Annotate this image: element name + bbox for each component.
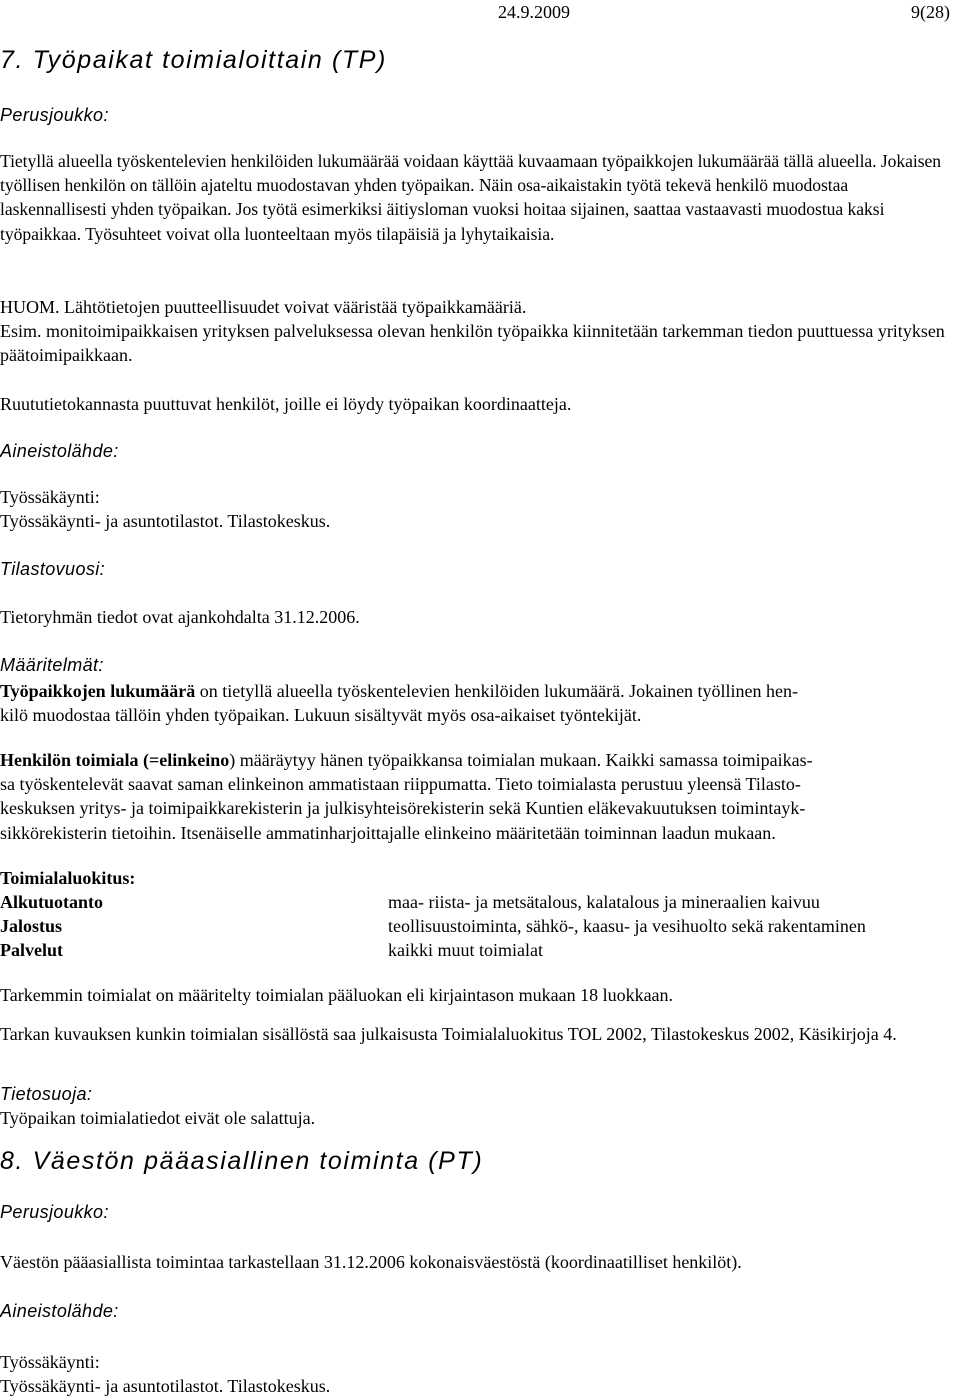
s7-tilastovuosi-heading: Tilastovuosi: <box>0 559 106 579</box>
s7-maaritelmat-heading: Määritelmät: <box>0 655 104 675</box>
s7-toimiala-heading: Toimialaluokitus: <box>0 868 136 888</box>
def1-line1: Työpaikkojen lukumäärä on tietyllä alueella työskentelevien henkilöiden lukumäärä. Jokainen työllinen hen- <box>0 681 799 701</box>
s7-ruutu-text: Ruututietokannasta puuttuvat henkilöt, joille ei löydy työpaikan koordinaatteja. <box>0 394 572 414</box>
def2-line4: sikkörekisterin tietoihin. Itsenäiselle ammatinharjoittajalle elinkeino määritetään toiminnan laadun mukaan. <box>0 822 776 843</box>
def1-term: Työpaikkojen lukumäärä <box>0 681 196 701</box>
toimiala-term: Palvelut <box>0 940 63 960</box>
def2-term: Henkilön toimiala (=elinkeino <box>0 750 230 770</box>
toimiala-term: Alkutuotanto <box>0 892 104 912</box>
s7-aineisto-heading: Aineistolähde: <box>0 441 119 461</box>
s8-aineisto-line2: Työssäkäynti- ja asuntotilastot. Tilastokeskus. <box>0 1376 331 1396</box>
def2-line2: sa työskentelevät saavat saman elinkeinon ammatistaan riippumatta. Tieto toimialasta perustuu yleensä Tilasto- <box>0 774 801 795</box>
toimiala-desc: teollisuustoiminta, sähkö-, kaasu- ja vesihuolto sekä rakentaminen <box>388 916 866 936</box>
section-7-title: 7. Työpaikat toimialoittain (TP) <box>0 46 387 74</box>
huom-label: HUOM. <box>0 297 60 317</box>
s7-def-tyopaikkojen <box>0 679 950 727</box>
s7-aineisto-line1: Työssäkäynti: <box>0 487 100 507</box>
s7-tietosuoja-heading: Tietosuoja: <box>0 1084 93 1104</box>
page-header <box>0 0 960 26</box>
s8-aineisto-line1: Työssäkäynti: <box>0 1352 100 1372</box>
s7-tilastovuosi-text: Tietoryhmän tiedot ovat ajankohdalta 31.12.2006. <box>0 607 360 627</box>
huom-text: Lähtötietojen puutteellisuudet voivat vääristää työpaikkamääriä. <box>59 297 527 317</box>
s7-tarkemmin-text: Tarkemmin toimialat on määritelty toimialan pääluokan eli kirjaintason mukaan 18 luokkaan. <box>0 985 674 1005</box>
s7-tarkan-text: Tarkan kuvauksen kunkin toimialan sisällöstä saa julkaisusta Toimialaluokitus TOL 2002, Tilastokeskus 2002, Käsikirjoja 4. <box>0 1024 897 1044</box>
s7-def-toimiala <box>0 748 950 845</box>
def1-line2: kilö muodostaa tällöin yhden työpaikan. Lukuun sisältyvät myös osa-aikaiset työntekijät. <box>0 705 642 726</box>
toimiala-desc: maa- riista- ja metsätalous, kalatalous ja mineraalien kaivuu <box>388 892 820 912</box>
toimiala-term: Jalostus <box>0 916 63 936</box>
s7-perusjoukko-text: Tietyllä alueella työskentelevien henkilöiden lukumäärää voidaan käyttää kuvaamaan työpaikkojen lukumäärää tällä alueella. Jokaisen työllisen henkilön on tällöin ajateltu muodostavan yhden työpaikan. Näin osa-aikaistakin työtä tekevä henkilö muodostaa laskennallisesti yhden työpaikan. Jos työtä esimerkiksi äitiysloman vuoksi hoitaa sijainen, saattaa vastaavasti muodostua kaksi työpaikkaa. Työsuhteet voivat olla luonteeltaan myös tilapäisiä ja lyhytaikaisia. <box>0 151 942 244</box>
s8-aineisto-heading: Aineistolähde: <box>0 1301 119 1321</box>
header-date: 24.9.2009 <box>498 2 570 22</box>
s8-perusjoukko-heading: Perusjoukko: <box>0 1202 109 1222</box>
s8-perusjoukko-text: Väestön pääasiallista toimintaa tarkastellaan 31.12.2006 kokonaisväestöstä (koordinaatilliset henkilöt). <box>0 1252 742 1272</box>
s7-toimiala-table <box>0 890 950 965</box>
def2-line3: keskuksen yritys- ja toimipaikkarekisterin ja julkisyhteisörekisterin sekä Kuntien eläkevakuutuksen toimintayk- <box>0 798 806 819</box>
section-8-title: 8. Väestön pääasiallinen toiminta (PT) <box>0 1147 484 1175</box>
s7-huom-line <box>0 295 950 319</box>
s7-tietosuoja-text: Työpaikan toimialatiedot eivät ole salattuja. <box>0 1108 316 1128</box>
def2-line1: Henkilön toimiala (=elinkeino) määräytyy hänen työpaikkansa toimialan mukaan. Kaikki samassa toimipaikas- <box>0 750 813 770</box>
toimiala-desc: kaikki muut toimialat <box>388 940 543 960</box>
header-page-number: 9(28) <box>911 2 950 22</box>
s7-aineisto-line2: Työssäkäynti- ja asuntotilastot. Tilastokeskus. <box>0 511 331 531</box>
s7-perusjoukko-heading: Perusjoukko: <box>0 105 109 125</box>
s7-esim-text: Esim. monitoimipaikkaisen yrityksen palveluksessa olevan henkilön työpaikka kiinnitetään tarkemman tiedon puuttuessa yrityksen päätoimipaikkaan. <box>0 321 945 366</box>
